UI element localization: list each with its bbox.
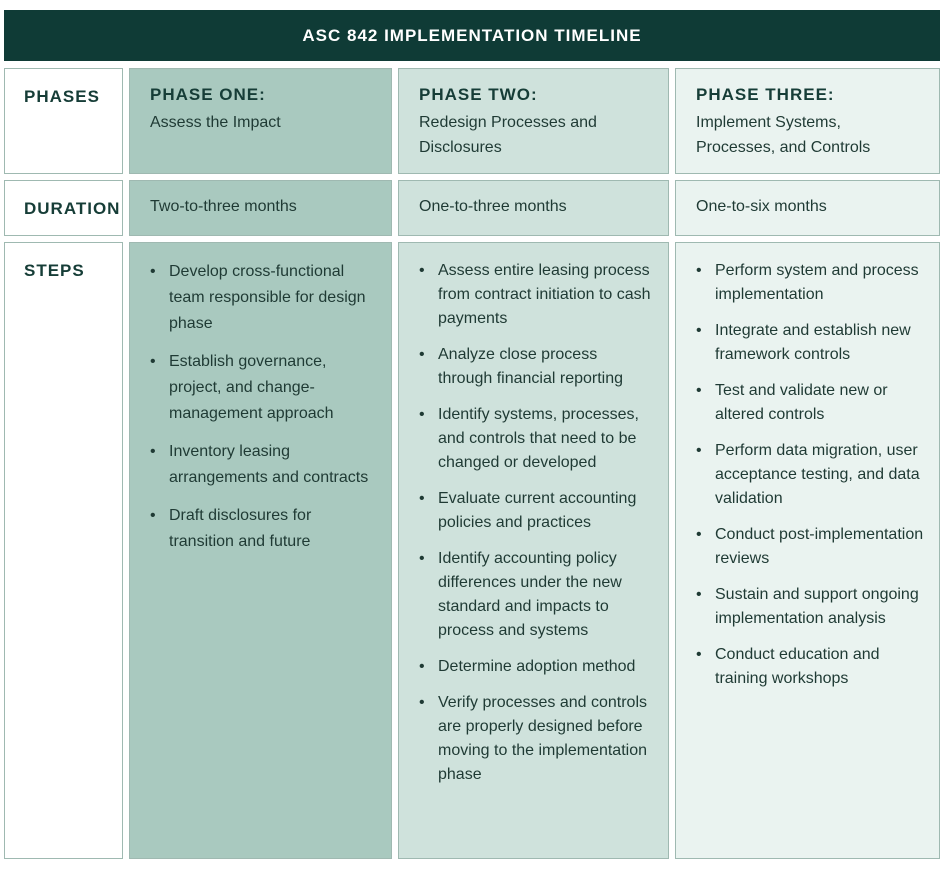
list-item: • Assess entire leasing process from contract initiation to cash payments	[419, 259, 654, 331]
phase-three-description: Implement Systems, Processes, and Controls	[696, 114, 871, 156]
list-item: • Integrate and establish new framework controls	[696, 319, 925, 367]
phase-one-steps	[129, 242, 392, 859]
phase-one-description: Assess the Impact	[150, 114, 281, 131]
list-item: • Perform data migration, user acceptance testing, and data validation	[696, 439, 925, 511]
phase-two-steps	[398, 242, 669, 859]
list-item: • Develop cross-functional team responsible for design phase	[150, 259, 377, 337]
phase-one-duration: Two-to-three months	[129, 180, 392, 236]
list-item: • Establish governance, project, and change-management approach	[150, 349, 377, 427]
phase-three-header	[675, 68, 940, 174]
phase-three-step-list	[696, 259, 925, 691]
phase-one-name: PHASE ONE:	[150, 85, 266, 104]
phase-three-steps	[675, 242, 940, 859]
phase-two-duration: One-to-three months	[398, 180, 669, 236]
row-label-phases: PHASES	[4, 68, 123, 174]
phase-two-step-list	[419, 259, 654, 787]
row-label-duration: DURATION	[4, 180, 123, 236]
row-label-steps: STEPS	[4, 242, 123, 859]
list-item: • Conduct post-implementation reviews	[696, 523, 925, 571]
phase-two-name: PHASE TWO:	[419, 85, 538, 104]
list-item: • Inventory leasing arrangements and contracts	[150, 439, 377, 491]
phase-three-duration: One-to-six months	[675, 180, 940, 236]
timeline-title: ASC 842 IMPLEMENTATION TIMELINE	[4, 10, 940, 61]
phase-one-header	[129, 68, 392, 174]
phase-two-description: Redesign Processes and Disclosures	[419, 114, 597, 156]
phase-three-name: PHASE THREE:	[696, 85, 835, 104]
list-item: • Identify systems, processes, and controls that need to be changed or developed	[419, 403, 654, 475]
list-item: • Sustain and support ongoing implementation analysis	[696, 583, 925, 631]
list-item: • Conduct education and training workshops	[696, 643, 925, 691]
list-item: • Verify processes and controls are properly designed before moving to the implementation phase	[419, 691, 654, 787]
list-item: • Analyze close process through financial reporting	[419, 343, 654, 391]
list-item: • Perform system and process implementation	[696, 259, 925, 307]
list-item: • Determine adoption method	[419, 655, 654, 679]
list-item: • Evaluate current accounting policies and practices	[419, 487, 654, 535]
phase-two-header	[398, 68, 669, 174]
phase-one-step-list	[150, 259, 377, 555]
list-item: • Draft disclosures for transition and future	[150, 503, 377, 555]
list-item: • Test and validate new or altered controls	[696, 379, 925, 427]
list-item: • Identify accounting policy differences under the new standard and impacts to process and systems	[419, 547, 654, 643]
